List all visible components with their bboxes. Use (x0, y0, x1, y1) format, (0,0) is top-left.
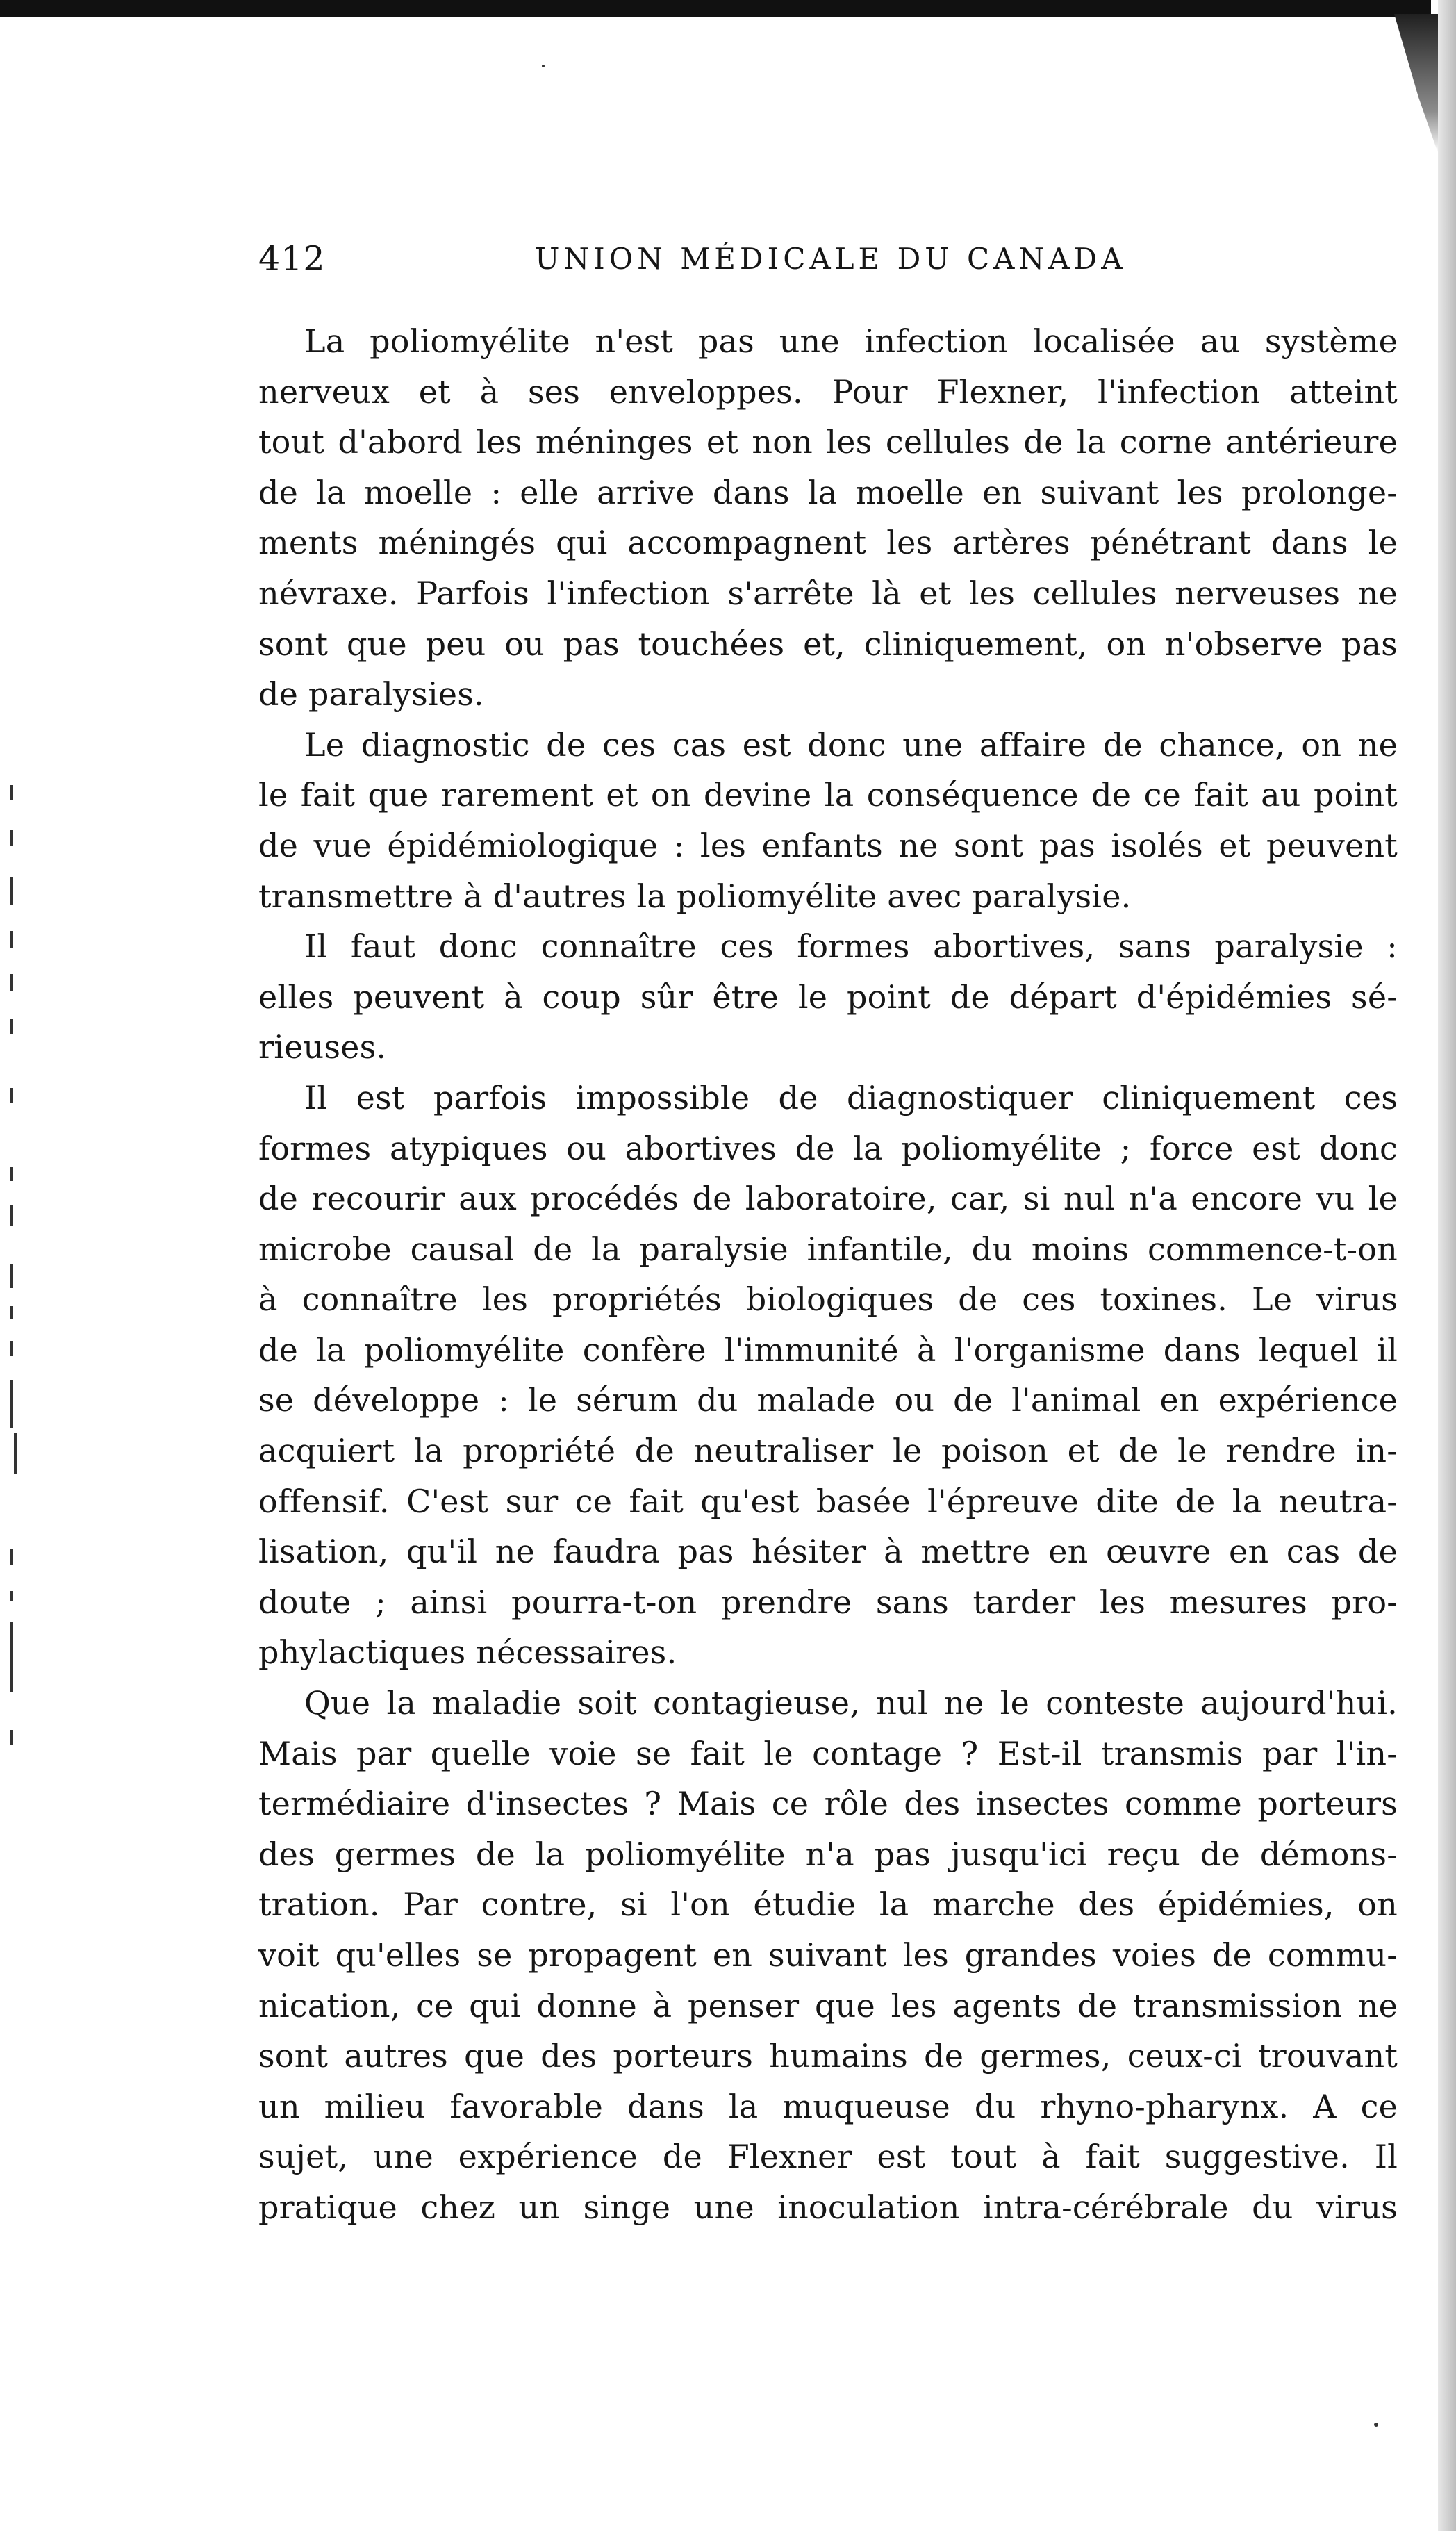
text-line: se développe : le sérum du malade ou de l'animal en expérience (258, 1381, 1398, 1419)
gutter-mark (10, 1264, 13, 1288)
text-line: pratique chez un singe une inoculation intra-cérébrale du virus (258, 2188, 1398, 2226)
text-line: Il faut donc connaître ces formes abortives, sans paralysie : (304, 928, 1398, 966)
gutter-mark (10, 1549, 13, 1565)
gutter-mark (10, 1591, 13, 1601)
text-line: Il est parfois impossible de diagnostiquer cliniquement ces (304, 1078, 1398, 1116)
text-line: Mais par quelle voie se fait le contage ? Est-il transmis par l'in- (258, 1734, 1398, 1772)
gutter-mark (10, 1730, 13, 1745)
text-line: névraxe. Parfois l'infection s'arrête là et les cellules nerveuses ne (258, 574, 1398, 612)
scan-corner-shadow (1389, 14, 1438, 153)
text-line: de la moelle : elle arrive dans la moelle en suivant les prolonge- (258, 473, 1398, 511)
text-line: tration. Par contre, si l'on étudie la marche des épidémies, on (258, 1886, 1398, 1924)
scan-top-edge (0, 0, 1431, 17)
text-line: nication, ce qui donne à penser que les agents de transmission ne (258, 1986, 1398, 2025)
text-line: de vue épidémiologique : les enfants ne sont pas isolés et peuvent (258, 826, 1398, 864)
text-line: sont que peu ou pas touchées et, cliniquement, on n'observe pas (258, 625, 1398, 663)
journal-title: UNION MÉDICALE DU CANADA (535, 242, 1127, 276)
gutter-mark (10, 1380, 13, 1428)
text-line: phylactiques nécessaires. (258, 1633, 677, 1672)
text-line: sont autres que des porteurs humains de germes, ceux-ci trouvant (258, 2037, 1398, 2075)
text-line: des germes de la poliomyélite n'a pas jusqu'ici reçu de démons- (258, 1835, 1398, 1873)
text-line: sujet, une expérience de Flexner est tout à fait suggestive. Il (258, 2138, 1398, 2176)
text-line: transmettre à d'autres la poliomyélite avec paralysie. (258, 877, 1132, 915)
gutter-mark (10, 1205, 13, 1226)
text-line: de paralysies. (258, 675, 484, 714)
scan-speck (542, 65, 545, 67)
text-line: ments méningés qui accompagnent les artères pénétrant dans le (258, 524, 1398, 562)
gutter-mark (14, 1433, 17, 1474)
gutter-mark (10, 1622, 13, 1692)
scan-speck (1374, 2423, 1378, 2427)
running-head (258, 235, 1405, 283)
text-line: Le diagnostic de ces cas est donc une affaire de chance, on ne (304, 725, 1398, 764)
gutter-mark (10, 1167, 13, 1181)
gutter-mark (10, 1341, 13, 1356)
text-line: elles peuvent à coup sûr être le point de départ d'épidémies sé- (258, 978, 1398, 1016)
text-line: termédiaire d'insectes ? Mais ce rôle des insectes comme porteurs (258, 1785, 1398, 1823)
text-line: nerveux et à ses enveloppes. Pour Flexner, l'infection atteint (258, 372, 1398, 411)
gutter-mark (10, 785, 13, 800)
text-line: tout d'abord les méninges et non les cellules de la corne antérieure (258, 423, 1398, 461)
scan-right-edge (1438, 0, 1456, 2531)
text-line: à connaître les propriétés biologiques de ces toxines. Le virus (258, 1280, 1398, 1319)
text-line: de la poliomyélite confère l'immunité à l'organisme dans lequel il (258, 1330, 1398, 1369)
text-line: formes atypiques ou abortives de la poliomyélite ; force est donc (258, 1129, 1398, 1167)
text-line: lisation, qu'il ne faudra pas hésiter à mettre en œuvre en cas de (258, 1533, 1398, 1571)
gutter-mark (10, 931, 13, 948)
binding-gutter-marks (0, 0, 28, 2531)
text-line: un milieu favorable dans la muqueuse du rhyno-pharynx. A ce (258, 2087, 1398, 2125)
gutter-mark (10, 1306, 13, 1319)
gutter-mark (10, 877, 13, 905)
gutter-mark (10, 1019, 13, 1034)
text-line: microbe causal de la paralysie infantile, du moins commence-t-on (258, 1230, 1398, 1268)
gutter-mark (10, 974, 13, 991)
text-line: rieuses. (258, 1028, 387, 1066)
text-line: acquiert la propriété de neutraliser le poison et de le rendre in- (258, 1432, 1398, 1470)
page-number: 412 (258, 239, 326, 279)
text-line: voit qu'elles se propagent en suivant les grandes voies de commu- (258, 1936, 1398, 1974)
text-line: le fait que rarement et on devine la conséquence de ce fait au point (258, 776, 1398, 814)
text-line: de recourir aux procédés de laboratoire, car, si nul n'a encore vu le (258, 1180, 1398, 1218)
text-line: Que la maladie soit contagieuse, nul ne le conteste aujourd'hui. (304, 1684, 1398, 1722)
text-line: doute ; ainsi pourra-t-on prendre sans tarder les mesures pro- (258, 1583, 1398, 1621)
body-text (258, 316, 1398, 2233)
text-line: La poliomyélite n'est pas une infection localisée au système (304, 322, 1398, 360)
gutter-mark (10, 830, 13, 846)
text-line: offensif. C'est sur ce fait qu'est basée l'épreuve dite de la neutra- (258, 1482, 1398, 1520)
gutter-mark (10, 1088, 13, 1103)
